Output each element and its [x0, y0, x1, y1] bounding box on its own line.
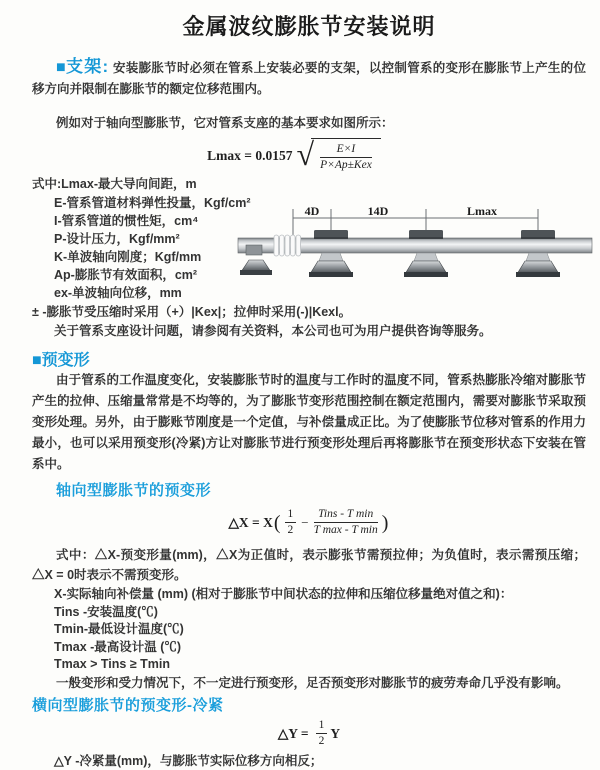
where-line: 式中:Lmax-最大导向间距，m [32, 176, 197, 191]
definition-item: Ap-膨胀节有效面积，cm² [54, 267, 198, 282]
axial-where: 式中：△X-预变形量(mm)，△X为正值时，表示膨张节需预拉伸；为负值时，表示需预压缩；△X = 0时表示不需预变形。 [32, 547, 586, 582]
section-bullet-icon: ■ [56, 59, 66, 76]
guide-support [309, 230, 353, 277]
formula-lateral [32, 718, 586, 750]
axial-subheading: 轴向型膨胀节的预变形 [56, 481, 212, 499]
formula-lmax [32, 138, 556, 172]
half-fraction [316, 719, 328, 748]
definition-item: K-单波轴向刚度；Kgf/mm [54, 249, 202, 264]
bracket-section-intro: 安装膨胀节时必须在管系上安装必要的支架，以控制管系的变形在膨胀节上产生的位移方向并限制在膨胀节的额定位移范围内。 [32, 61, 586, 96]
half-den: 2 [287, 524, 294, 537]
temp-definition: Tmax -最高设计温 (℃) [54, 639, 182, 654]
open-paren: ( [273, 511, 281, 534]
predeform-body: 由于管系的工作温度变化，安装膨胀节时的温度与工作时的温度不同，管系热膨胀冷缩对膨胀节产生的拉伸、压缩量常常是不均等的，为了膨胀节变形范围控制在额定范围内，需要对膨胀节采取预变形处理。另外，由于膨账节刚度是一个定值，与补偿量成正比。为了使膨胀节位移对管系的作用力最小，也可以采用预变形(冷紧)方让对膨胀节进行预变形处理后再将膨胀节在预变形状态下安装在管系中。 [32, 372, 586, 471]
half-fraction [285, 508, 297, 537]
formula-lmax-radicand [311, 138, 381, 175]
formula-lmax-numerator: E×I [320, 143, 372, 158]
plus-minus-note: ± -膨胀节受压缩时采用（+）|Kex|；拉伸时采用(-)|Kexl。 [32, 304, 352, 319]
temp-definition: Tmin-最低设计温度(℃) [54, 622, 184, 636]
page-title: 金属波纹膨胀节安装说明 [182, 14, 436, 39]
formula-lmax-denominator: P×Ap±Kex [320, 159, 372, 172]
formula-axial-lhs: △X = X [228, 514, 273, 530]
pipe-support-diagram [236, 204, 594, 284]
dim-label-14d: 14D [367, 203, 389, 218]
bracket-section-paragraph [32, 56, 586, 100]
half-num: 1 [285, 508, 297, 523]
definition-item: P-设计压力，Kgf/mm² [54, 231, 180, 246]
section-bullet-icon: ■ [32, 351, 42, 369]
formula-lmax-lhs: Lmax = 0.0157 [207, 147, 293, 163]
lateral-subheading: 横向型膨胀节的预变形-冷紧 [32, 696, 224, 714]
predeform-heading-row [32, 351, 586, 370]
close-paren: ) [381, 511, 389, 534]
half-den: 2 [318, 735, 325, 748]
temp-definition: Tins -安装温度(℃) [54, 604, 158, 619]
temp-definition: Tmax > Tins ≥ Tmin [54, 657, 171, 671]
guide-support [516, 230, 560, 277]
definition-item: ex-单波轴向位移，mm [54, 285, 182, 300]
definition-item: I-管系管道的惯性矩，cm⁴ [54, 213, 199, 228]
formula-lateral-rhs: Y [330, 725, 341, 741]
formula-axial [32, 505, 586, 541]
minus-sign: − [301, 514, 309, 530]
sqrt-sign: √ [296, 136, 315, 172]
bellows [274, 235, 301, 256]
temp-fraction [314, 508, 378, 537]
definition-item: E-管系管道材料弹性投量，Kgf/cm² [54, 195, 251, 210]
axial-note: 一般变形和受力情况下，不一定进行预变形，足否预变形对膨胀节的疲劳寿命几乎没有影响。 [56, 675, 569, 690]
definitions-area [32, 174, 586, 302]
y-definition: △Y -冷紧量(mm)，与膨胀节实际位移方向相反； [54, 753, 323, 768]
consult-note: 关于管系支座设计问题，请参阅有关资料，本公司也可为用户提供咨询等服务。 [54, 323, 492, 338]
dim-label-4d: 4D [304, 203, 320, 218]
x-definition: X-实际轴向补偿量 (mm) (相对于膨胀节中间状态的拉伸和压缩位移量绝对值之和)： [54, 586, 513, 601]
predeform-heading: 预变形 [41, 351, 90, 369]
dim-label-lmax: Lmax [467, 203, 497, 218]
example-line: 例如对于轴向型膨胀节，它对管系支座的基本要求如图所示： [56, 115, 394, 130]
bracket-section-heading: 支架: [65, 57, 110, 76]
guide-support [404, 230, 448, 277]
half-num: 1 [316, 719, 328, 734]
formula-lateral-lhs: △Y = [277, 725, 309, 741]
temp-fraction-num: Tins - T min [314, 508, 378, 523]
temp-fraction-den: T max - T min [313, 524, 378, 537]
